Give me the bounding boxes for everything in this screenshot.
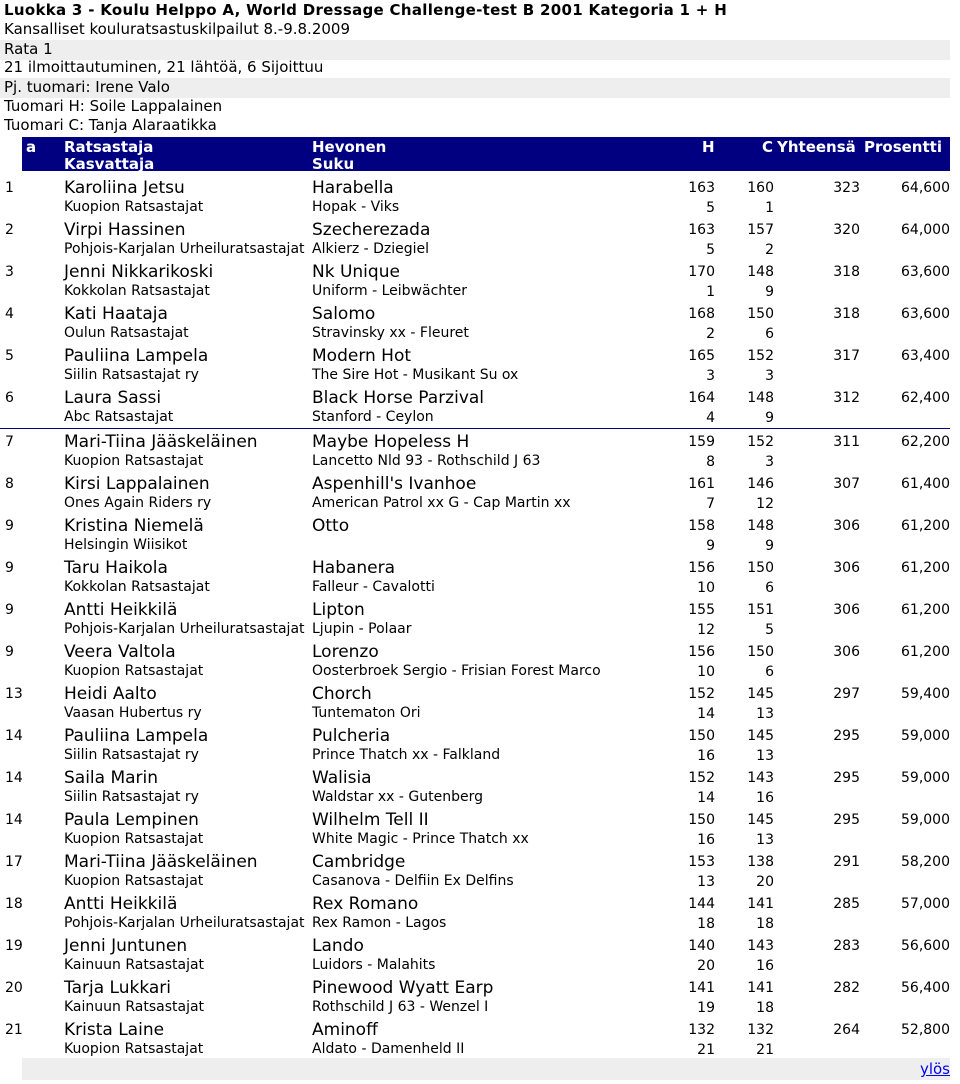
cell-rank: 4 bbox=[5, 306, 14, 322]
cell-pedigree: Rothschild J 63 - Wenzel I bbox=[312, 999, 489, 1015]
table-row bbox=[0, 387, 950, 429]
cell-club: Kokkolan Ratsastajat bbox=[64, 283, 210, 299]
cell-hp: 8 bbox=[706, 454, 715, 470]
cell-rank: 14 bbox=[5, 728, 23, 744]
table-row bbox=[0, 893, 950, 935]
cell-rider: Virpi Hassinen bbox=[64, 220, 186, 240]
cell-c: 141 bbox=[747, 896, 774, 912]
cell-total: 307 bbox=[833, 476, 860, 492]
cell-total: 306 bbox=[833, 518, 860, 534]
cell-total: 317 bbox=[833, 348, 860, 364]
event-name: Kansalliset kouluratsastuskilpailut 8.-9.8.2009 bbox=[4, 20, 350, 38]
cell-horse: Wilhelm Tell II bbox=[312, 810, 429, 830]
cell-rank: 9 bbox=[5, 560, 14, 576]
cell-club: Siilin Ratsastajat ry bbox=[64, 747, 199, 763]
cell-horse: Salomo bbox=[312, 304, 376, 324]
cell-rank: 8 bbox=[5, 476, 14, 492]
cell-club: Vaasan Hubertus ry bbox=[64, 705, 202, 721]
cell-total: 295 bbox=[833, 812, 860, 828]
cell-c: 145 bbox=[747, 812, 774, 828]
cell-club: Kuopion Ratsastajat bbox=[64, 831, 204, 847]
cell-total: 306 bbox=[833, 644, 860, 660]
cell-club: Siilin Ratsastajat ry bbox=[64, 367, 199, 383]
cell-pct: 59,400 bbox=[901, 686, 950, 702]
cell-rider: Antti Heikkilä bbox=[64, 894, 178, 914]
cell-pct: 62,400 bbox=[901, 390, 950, 406]
cell-h: 159 bbox=[688, 434, 715, 450]
table-row bbox=[0, 557, 950, 599]
cell-horse: Rex Romano bbox=[312, 894, 419, 914]
cell-rider: Mari-Tiina Jääskeläinen bbox=[64, 852, 258, 872]
cell-hp: 21 bbox=[697, 1042, 715, 1058]
cell-rank: 21 bbox=[5, 1022, 23, 1038]
cell-club: Abc Ratsastajat bbox=[64, 409, 174, 425]
cell-cp: 9 bbox=[765, 284, 774, 300]
cell-horse: Chorch bbox=[312, 684, 372, 704]
cell-pedigree: Tuntematon Ori bbox=[312, 705, 421, 721]
cell-club: Oulun Ratsastajat bbox=[64, 325, 189, 341]
cell-c: 141 bbox=[747, 980, 774, 996]
cell-cp: 20 bbox=[756, 874, 774, 890]
cell-rank: 7 bbox=[5, 434, 14, 450]
cell-rank: 9 bbox=[5, 602, 14, 618]
th-percent: Prosentti bbox=[864, 138, 942, 156]
cell-rider: Heidi Aalto bbox=[64, 684, 157, 704]
page-title: Luokka 3 - Koulu Helppo A, World Dressage Challenge-test B 2001 Kategoria 1 + H bbox=[4, 1, 728, 19]
cell-h: 152 bbox=[688, 686, 715, 702]
cell-rider: Kristina Niemelä bbox=[64, 516, 204, 536]
cell-pct: 59,000 bbox=[901, 770, 950, 786]
cell-c: 143 bbox=[747, 770, 774, 786]
cell-horse: Otto bbox=[312, 516, 350, 536]
cell-club: Kuopion Ratsastajat bbox=[64, 663, 204, 679]
cell-horse: Lorenzo bbox=[312, 642, 379, 662]
cell-h: 152 bbox=[688, 770, 715, 786]
cell-hp: 7 bbox=[706, 496, 715, 512]
cell-total: 295 bbox=[833, 728, 860, 744]
cell-c: 145 bbox=[747, 728, 774, 744]
cell-hp: 14 bbox=[697, 790, 715, 806]
cell-cp: 3 bbox=[765, 454, 774, 470]
cell-total: 291 bbox=[833, 854, 860, 870]
cell-pct: 57,000 bbox=[901, 896, 950, 912]
cell-cp: 1 bbox=[765, 200, 774, 216]
cell-hp: 10 bbox=[697, 580, 715, 596]
th-rider: Ratsastaja bbox=[64, 138, 154, 156]
cell-rank: 6 bbox=[5, 390, 14, 406]
cell-pct: 61,400 bbox=[901, 476, 950, 492]
cell-rank: 13 bbox=[5, 686, 23, 702]
cell-pedigree: Rex Ramon - Lagos bbox=[312, 915, 447, 931]
cell-total: 312 bbox=[833, 390, 860, 406]
cell-h: 155 bbox=[688, 602, 715, 618]
cell-pedigree: Ljupin - Polaar bbox=[312, 621, 412, 637]
cell-rank: 14 bbox=[5, 770, 23, 786]
cell-c: 157 bbox=[747, 222, 774, 238]
cell-pedigree: Oosterbroek Sergio - Frisian Forest Marco bbox=[312, 663, 601, 679]
cell-club: Ones Again Riders ry bbox=[64, 495, 212, 511]
cell-pct: 63,600 bbox=[901, 306, 950, 322]
cell-pct: 58,200 bbox=[901, 854, 950, 870]
cell-horse: Szecherezada bbox=[312, 220, 431, 240]
cell-rank: 1 bbox=[5, 180, 14, 196]
cell-h: 156 bbox=[688, 644, 715, 660]
cell-hp: 4 bbox=[706, 410, 715, 426]
cell-rank: 9 bbox=[5, 644, 14, 660]
cell-h: 168 bbox=[688, 306, 715, 322]
cell-pedigree: Lancetto Nld 93 - Rothschild J 63 bbox=[312, 453, 541, 469]
cell-pedigree: Casanova - Delfiin Ex Delfins bbox=[312, 873, 514, 889]
cell-horse: Maybe Hopeless H bbox=[312, 432, 470, 452]
cell-cp: 12 bbox=[756, 496, 774, 512]
cell-rider: Paula Lempinen bbox=[64, 810, 199, 830]
table-row bbox=[0, 725, 950, 767]
cell-cp: 13 bbox=[756, 832, 774, 848]
cell-horse: Nk Unique bbox=[312, 262, 400, 282]
cell-horse: Modern Hot bbox=[312, 346, 412, 366]
cell-hp: 9 bbox=[706, 538, 715, 554]
table-row bbox=[0, 809, 950, 851]
cell-h: 150 bbox=[688, 728, 715, 744]
cell-c: 148 bbox=[747, 264, 774, 280]
cell-cp: 3 bbox=[765, 368, 774, 384]
th-c: C bbox=[762, 138, 774, 156]
cell-cp: 5 bbox=[765, 622, 774, 638]
cell-h: 163 bbox=[688, 222, 715, 238]
cell-h: 144 bbox=[688, 896, 715, 912]
back-to-top-link[interactable]: ylös bbox=[919, 1060, 950, 1078]
cell-rank: 18 bbox=[5, 896, 23, 912]
cell-horse: Pinewood Wyatt Earp bbox=[312, 978, 494, 998]
table-row bbox=[0, 641, 950, 683]
table-row bbox=[0, 977, 950, 1019]
cell-hp: 3 bbox=[706, 368, 715, 384]
placing-divider bbox=[0, 428, 950, 429]
cell-pedigree: Stravinsky xx - Fleuret bbox=[312, 325, 469, 341]
cell-total: 311 bbox=[833, 434, 860, 450]
cell-c: 145 bbox=[747, 686, 774, 702]
cell-club: Pohjois-Karjalan Urheiluratsastajat bbox=[64, 241, 305, 257]
table-row bbox=[0, 303, 950, 345]
cell-pct: 64,000 bbox=[901, 222, 950, 238]
cell-horse: Black Horse Parzival bbox=[312, 388, 485, 408]
cell-rider: Jenni Nikkarikoski bbox=[64, 262, 214, 282]
cell-rider: Karoliina Jetsu bbox=[64, 178, 185, 198]
th-h: H bbox=[702, 138, 715, 156]
cell-h: 140 bbox=[688, 938, 715, 954]
cell-pct: 52,800 bbox=[901, 1022, 950, 1038]
cell-hp: 10 bbox=[697, 664, 715, 680]
cell-c: 150 bbox=[747, 306, 774, 322]
cell-rider: Saila Marin bbox=[64, 768, 159, 788]
cell-club: Kainuun Ratsastajat bbox=[64, 999, 205, 1015]
arena-label: Rata 1 bbox=[4, 40, 53, 58]
th-total: Yhteensä bbox=[777, 138, 856, 156]
cell-h: 164 bbox=[688, 390, 715, 406]
judge-c: Tuomari C: Tanja Alaraatikka bbox=[4, 116, 217, 134]
cell-pedigree: Stanford - Ceylon bbox=[312, 409, 434, 425]
table-row bbox=[0, 1019, 950, 1061]
cell-rider: Mari-Tiina Jääskeläinen bbox=[64, 432, 258, 452]
cell-h: 132 bbox=[688, 1022, 715, 1038]
cell-rank: 2 bbox=[5, 222, 14, 238]
cell-rider: Krista Laine bbox=[64, 1020, 165, 1040]
cell-total: 318 bbox=[833, 306, 860, 322]
cell-club: Pohjois-Karjalan Urheiluratsastajat bbox=[64, 915, 305, 931]
cell-h: 161 bbox=[688, 476, 715, 492]
cell-rider: Pauliina Lampela bbox=[64, 346, 209, 366]
cell-pedigree: Aldato - Damenheld II bbox=[312, 1041, 465, 1057]
cell-hp: 1 bbox=[706, 284, 715, 300]
cell-c: 151 bbox=[747, 602, 774, 618]
cell-pedigree: Falleur - Cavalotti bbox=[312, 579, 435, 595]
cell-total: 283 bbox=[833, 938, 860, 954]
cell-cp: 9 bbox=[765, 410, 774, 426]
cell-total: 282 bbox=[833, 980, 860, 996]
cell-h: 158 bbox=[688, 518, 715, 534]
cell-hp: 2 bbox=[706, 326, 715, 342]
cell-cp: 9 bbox=[765, 538, 774, 554]
cell-c: 138 bbox=[747, 854, 774, 870]
cell-horse: Lando bbox=[312, 936, 364, 956]
cell-hp: 13 bbox=[697, 874, 715, 890]
cell-h: 156 bbox=[688, 560, 715, 576]
cell-horse: Cambridge bbox=[312, 852, 406, 872]
cell-horse: Habanera bbox=[312, 558, 396, 578]
cell-cp: 6 bbox=[765, 326, 774, 342]
cell-c: 160 bbox=[747, 180, 774, 196]
table-header bbox=[22, 137, 950, 171]
cell-total: 264 bbox=[833, 1022, 860, 1038]
table-row bbox=[0, 177, 950, 219]
table-row bbox=[0, 473, 950, 515]
table-row bbox=[0, 851, 950, 893]
cell-c: 150 bbox=[747, 560, 774, 576]
cell-pedigree: White Magic - Prince Thatch xx bbox=[312, 831, 529, 847]
table-row bbox=[0, 599, 950, 641]
cell-cp: 13 bbox=[756, 706, 774, 722]
cell-pedigree: The Sire Hot - Musikant Su ox bbox=[312, 367, 519, 383]
cell-total: 295 bbox=[833, 770, 860, 786]
cell-pct: 59,000 bbox=[901, 812, 950, 828]
cell-hp: 14 bbox=[697, 706, 715, 722]
cell-pedigree: Prince Thatch xx - Falkland bbox=[312, 747, 501, 763]
table-row bbox=[0, 345, 950, 387]
cell-pct: 61,200 bbox=[901, 518, 950, 534]
cell-total: 297 bbox=[833, 686, 860, 702]
cell-club: Siilin Ratsastajat ry bbox=[64, 789, 199, 805]
chief-judge: Pj. tuomari: Irene Valo bbox=[4, 78, 170, 96]
cell-club: Kuopion Ratsastajat bbox=[64, 1041, 204, 1057]
cell-rider: Pauliina Lampela bbox=[64, 726, 209, 746]
cell-cp: 21 bbox=[756, 1042, 774, 1058]
entries-summary: 21 ilmoittautuminen, 21 lähtöä, 6 Sijoittuu bbox=[4, 58, 324, 76]
cell-rider: Kati Haataja bbox=[64, 304, 168, 324]
cell-rank: 5 bbox=[5, 348, 14, 364]
th-club: Kasvattaja bbox=[64, 155, 155, 173]
cell-horse: Lipton bbox=[312, 600, 365, 620]
th-horse: Hevonen bbox=[312, 138, 387, 156]
cell-rider: Antti Heikkilä bbox=[64, 600, 178, 620]
cell-pct: 64,600 bbox=[901, 180, 950, 196]
cell-rank: 3 bbox=[5, 264, 14, 280]
cell-cp: 6 bbox=[765, 580, 774, 596]
cell-hp: 5 bbox=[706, 242, 715, 258]
cell-rank: 20 bbox=[5, 980, 23, 996]
cell-club: Kuopion Ratsastajat bbox=[64, 199, 204, 215]
cell-club: Kuopion Ratsastajat bbox=[64, 453, 204, 469]
cell-rank: 17 bbox=[5, 854, 23, 870]
cell-pct: 61,200 bbox=[901, 644, 950, 660]
cell-c: 146 bbox=[747, 476, 774, 492]
cell-horse: Pulcheria bbox=[312, 726, 391, 746]
cell-rank: 9 bbox=[5, 518, 14, 534]
cell-c: 148 bbox=[747, 518, 774, 534]
cell-pct: 63,600 bbox=[901, 264, 950, 280]
cell-cp: 6 bbox=[765, 664, 774, 680]
table-row bbox=[0, 219, 950, 261]
cell-c: 152 bbox=[747, 348, 774, 364]
cell-h: 153 bbox=[688, 854, 715, 870]
cell-pct: 59,000 bbox=[901, 728, 950, 744]
cell-pedigree: Hopak - Viks bbox=[312, 199, 400, 215]
cell-rider: Jenni Juntunen bbox=[64, 936, 188, 956]
cell-cp: 2 bbox=[765, 242, 774, 258]
cell-pct: 63,400 bbox=[901, 348, 950, 364]
cell-total: 306 bbox=[833, 602, 860, 618]
cell-club: Kokkolan Ratsastajat bbox=[64, 579, 210, 595]
cell-hp: 12 bbox=[697, 622, 715, 638]
cell-rank: 14 bbox=[5, 812, 23, 828]
cell-h: 170 bbox=[688, 264, 715, 280]
cell-c: 150 bbox=[747, 644, 774, 660]
cell-club: Pohjois-Karjalan Urheiluratsastajat bbox=[64, 621, 305, 637]
cell-pedigree: Waldstar xx - Gutenberg bbox=[312, 789, 483, 805]
table-row bbox=[0, 767, 950, 809]
cell-total: 285 bbox=[833, 896, 860, 912]
cell-rider: Laura Sassi bbox=[64, 388, 162, 408]
cell-c: 132 bbox=[747, 1022, 774, 1038]
table-row bbox=[0, 431, 950, 473]
cell-c: 152 bbox=[747, 434, 774, 450]
cell-rider: Tarja Lukkari bbox=[64, 978, 171, 998]
cell-hp: 16 bbox=[697, 748, 715, 764]
cell-pedigree: Uniform - Leibwächter bbox=[312, 283, 468, 299]
cell-hp: 20 bbox=[697, 958, 715, 974]
table-row bbox=[0, 515, 950, 557]
cell-rank: 19 bbox=[5, 938, 23, 954]
cell-pct: 56,600 bbox=[901, 938, 950, 954]
cell-c: 148 bbox=[747, 390, 774, 406]
cell-rider: Kirsi Lappalainen bbox=[64, 474, 210, 494]
cell-pedigree: Alkierz - Dziegiel bbox=[312, 241, 430, 257]
cell-hp: 16 bbox=[697, 832, 715, 848]
cell-pct: 56,400 bbox=[901, 980, 950, 996]
cell-rider: Taru Haikola bbox=[64, 558, 168, 578]
cell-horse: Harabella bbox=[312, 178, 394, 198]
cell-h: 163 bbox=[688, 180, 715, 196]
cell-hp: 18 bbox=[697, 916, 715, 932]
cell-total: 306 bbox=[833, 560, 860, 576]
cell-horse: Aspenhill's Ivanhoe bbox=[312, 474, 477, 494]
cell-cp: 16 bbox=[756, 790, 774, 806]
cell-pct: 62,200 bbox=[901, 434, 950, 450]
cell-h: 141 bbox=[688, 980, 715, 996]
cell-cp: 18 bbox=[756, 1000, 774, 1016]
table-row bbox=[0, 935, 950, 977]
cell-hp: 19 bbox=[697, 1000, 715, 1016]
cell-total: 320 bbox=[833, 222, 860, 238]
cell-h: 150 bbox=[688, 812, 715, 828]
cell-pedigree: Luidors - Malahits bbox=[312, 957, 436, 973]
cell-total: 318 bbox=[833, 264, 860, 280]
cell-pedigree: American Patrol xx G - Cap Martin xx bbox=[312, 495, 571, 511]
cell-horse: Aminoff bbox=[312, 1020, 378, 1040]
cell-cp: 18 bbox=[756, 916, 774, 932]
cell-hp: 5 bbox=[706, 200, 715, 216]
table-row bbox=[0, 261, 950, 303]
cell-club: Kainuun Ratsastajat bbox=[64, 957, 205, 973]
cell-total: 323 bbox=[833, 180, 860, 196]
cell-horse: Walisia bbox=[312, 768, 372, 788]
table-row bbox=[0, 683, 950, 725]
cell-club: Helsingin Wiisikot bbox=[64, 537, 188, 553]
cell-h: 165 bbox=[688, 348, 715, 364]
th-pedigree: Suku bbox=[312, 155, 355, 173]
cell-cp: 13 bbox=[756, 748, 774, 764]
cell-c: 143 bbox=[747, 938, 774, 954]
cell-rider: Veera Valtola bbox=[64, 642, 176, 662]
cell-cp: 16 bbox=[756, 958, 774, 974]
cell-club: Kuopion Ratsastajat bbox=[64, 873, 204, 889]
th-rank: a bbox=[26, 138, 37, 156]
judge-h: Tuomari H: Soile Lappalainen bbox=[4, 97, 223, 115]
cell-pct: 61,200 bbox=[901, 602, 950, 618]
cell-pct: 61,200 bbox=[901, 560, 950, 576]
